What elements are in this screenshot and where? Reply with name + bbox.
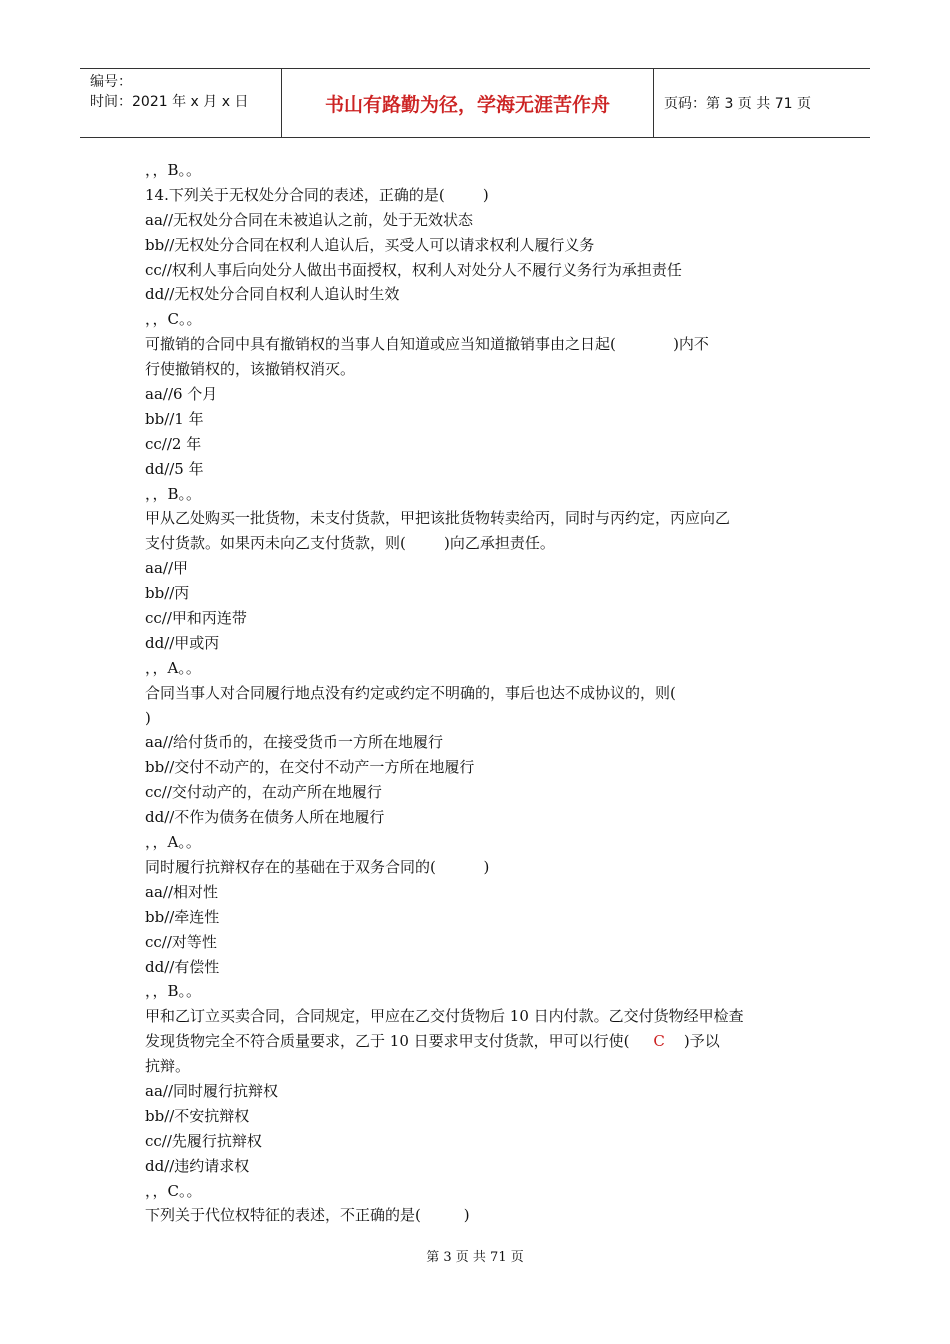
question-line: 同时履行抗辩权存在的基础在于双务合同的( ) bbox=[145, 857, 490, 876]
question-text: 发现货物完全不符合质量要求，乙于 10 日要求甲支付货款，甲可以行使( bbox=[145, 1032, 654, 1051]
page-footer: 第 3 页 共 71 页 bbox=[426, 1250, 524, 1265]
option-line: cc//权利人事后向处分人做出书面授权，权利人对处分人不履行义务行为承担责任 bbox=[145, 260, 682, 279]
question-line: 甲从乙处购买一批货物，未支付货款，甲把该批货物转卖给丙，同时与丙约定，丙应向乙 bbox=[145, 509, 731, 528]
inline-answer: C bbox=[653, 1032, 665, 1051]
option-line: bb//无权处分合同在权利人追认后，买受人可以请求权利人履行义务 bbox=[145, 235, 595, 254]
option-line: cc//2 年 bbox=[145, 434, 202, 453]
option-line: aa//给付货币的，在接受货币一方所在地履行 bbox=[145, 733, 443, 752]
header-motto: 书山有路勤为径，学海无涯苦作舟 bbox=[282, 69, 654, 137]
question-line: 可撤销的合同中具有撤销权的当事人自知道或应当知道撤销事由之日起( )内不 bbox=[145, 335, 709, 354]
question-line: 合同当事人对合同履行地点没有约定或约定不明确的，事后也达不成协议的，则( bbox=[145, 683, 676, 702]
question-line: 抗辩。 bbox=[145, 1057, 191, 1076]
option-line: dd//甲或丙 bbox=[145, 633, 220, 652]
time-label: 时间：2021 年 x 月 x 日 bbox=[90, 94, 249, 110]
serial-label: 编号： bbox=[90, 74, 132, 90]
answer-line: ，，C。。 bbox=[145, 1181, 202, 1200]
question-text: )予以 bbox=[664, 1032, 720, 1051]
text-line: ，，B。。 bbox=[145, 161, 202, 179]
option-line: cc//先履行抗辩权 bbox=[145, 1131, 262, 1150]
option-line: dd//5 年 bbox=[145, 459, 204, 478]
option-line: aa//同时履行抗辩权 bbox=[145, 1081, 278, 1100]
option-line: cc//交付动产的，在动产所在地履行 bbox=[145, 783, 382, 802]
option-line: bb//1 年 bbox=[145, 409, 204, 428]
answer-line: ，，B。。 bbox=[145, 484, 202, 503]
option-line: bb//丙 bbox=[145, 584, 190, 603]
question-line: 14.下列关于无权处分合同的表述，正确的是( ) bbox=[145, 185, 489, 204]
question-line: 下列关于代位权特征的表述，不正确的是( ) bbox=[145, 1206, 470, 1225]
option-line: cc//对等性 bbox=[145, 932, 217, 951]
option-line: dd//无权处分合同自权利人追认时生效 bbox=[145, 285, 400, 304]
question-line: ) bbox=[145, 708, 151, 727]
header-meta bbox=[80, 69, 282, 137]
question-line: 甲和乙订立买卖合同，合同规定，甲应在乙交付货物后 10 日内付款。乙交付货物经甲检查 bbox=[145, 1007, 744, 1026]
answer-line: ，，A。。 bbox=[145, 833, 201, 852]
option-line: aa//无权处分合同在未被追认之前，处于无效状态 bbox=[145, 210, 473, 229]
header-page-number: 页码：第 3 页 共 71 页 bbox=[664, 96, 811, 112]
option-line: bb//交付不动产的，在交付不动产一方所在地履行 bbox=[145, 758, 475, 777]
answer-line: ，，B。。 bbox=[145, 982, 202, 1001]
page-header bbox=[80, 68, 870, 138]
option-line: aa//甲 bbox=[145, 559, 188, 578]
option-line: bb//不安抗辩权 bbox=[145, 1106, 250, 1125]
option-line: bb//牵连性 bbox=[145, 907, 220, 926]
option-line: aa//6 个月 bbox=[145, 385, 218, 404]
option-line: dd//有偿性 bbox=[145, 957, 220, 976]
question-line-with-answer bbox=[145, 1029, 815, 1054]
document-body bbox=[145, 158, 815, 1228]
question-line: 支付货款。如果丙未向乙支付货款，则( )向乙承担责任。 bbox=[145, 534, 555, 553]
option-line: dd//违约请求权 bbox=[145, 1156, 250, 1175]
option-line: dd//不作为债务在债务人所在地履行 bbox=[145, 808, 385, 827]
answer-line: ，，A。。 bbox=[145, 658, 201, 677]
answer-line: ，，C。。 bbox=[145, 310, 202, 329]
question-line: 行使撤销权的，该撤销权消灭。 bbox=[145, 360, 356, 379]
option-line: cc//甲和丙连带 bbox=[145, 609, 247, 628]
option-line: aa//相对性 bbox=[145, 882, 218, 901]
